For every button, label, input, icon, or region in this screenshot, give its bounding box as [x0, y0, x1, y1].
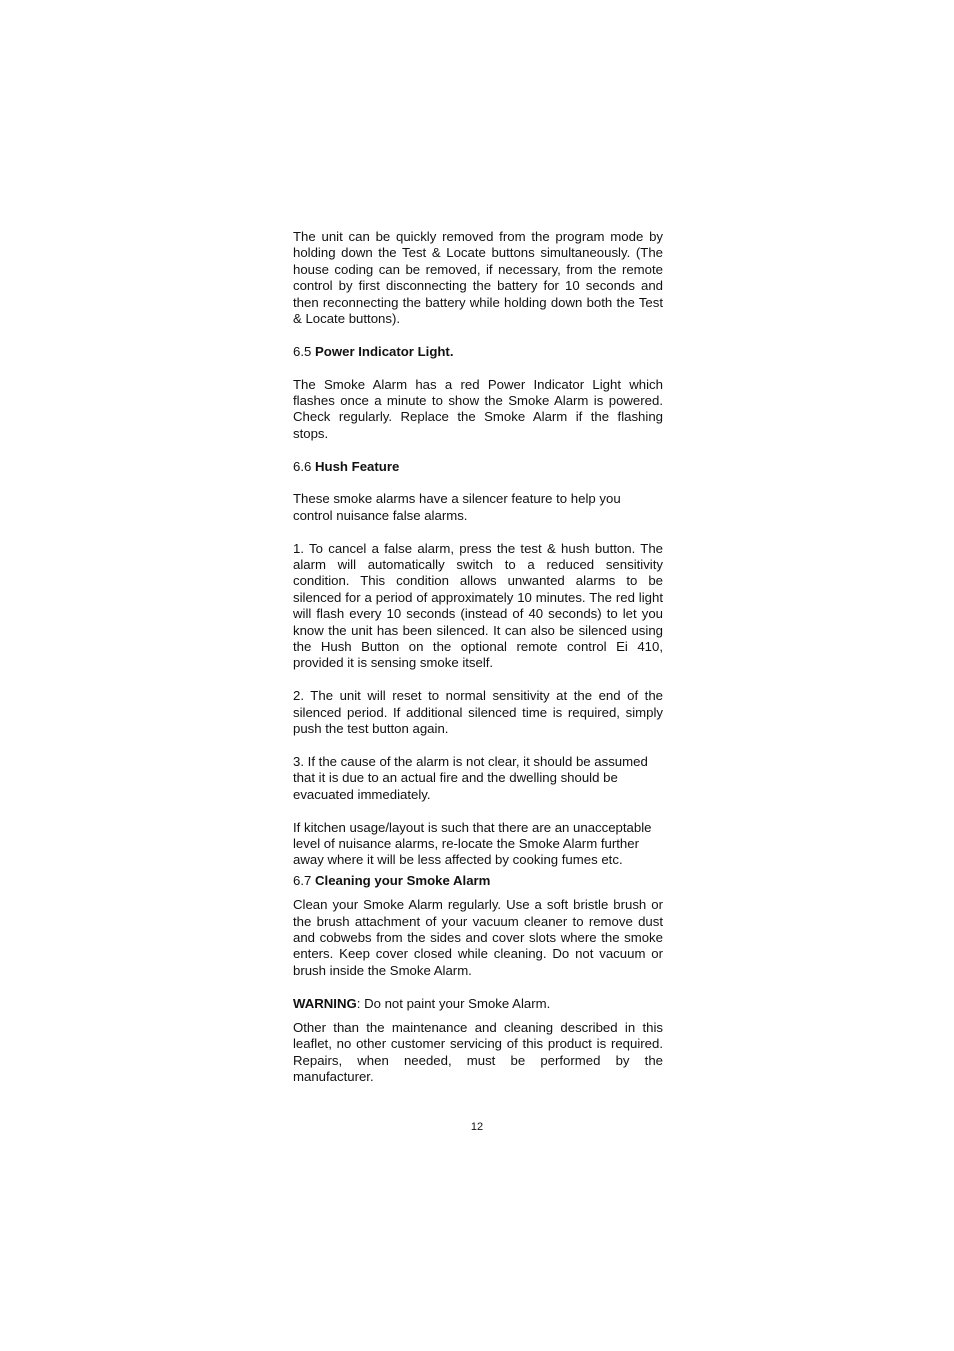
page-number: 12 — [470, 1121, 484, 1133]
section-number: 6.6 — [293, 458, 312, 474]
section-title: Power Indicator Light. — [315, 343, 454, 359]
hush-step-2: 2. The unit will reset to normal sensitivity at the end of the silenced period. If additional silenced time is required, simply push the test button again. — [293, 688, 663, 737]
kitchen-note-paragraph: If kitchen usage/layout is such that there are an unacceptable level of nuisance alarms, re-locate the Smoke Alarm further away where it will be less affected by cooking fumes etc. — [293, 819, 652, 868]
section-6-6-heading — [293, 459, 663, 475]
servicing-paragraph: Other than the maintenance and cleaning described in this leaflet, no other customer servicing of this product is required. Repairs, when needed, must be performed by the manufacturer. — [293, 1019, 663, 1085]
section-number: 6.5 — [293, 343, 312, 359]
hush-step-3: 3. If the cause of the alarm is not clear, it should be assumed that it is due to an actual fire and the dwelling should be evacuated immediately. — [293, 753, 648, 802]
cleaning-paragraph: Clean your Smoke Alarm regularly. Use a soft bristle brush or the brush attachment of your vacuum cleaner to remove dust and cobwebs from the sides and cover slots where the smoke enters. Keep cover closed while cleaning. Do not vacuum or brush inside the Smoke Alarm. — [293, 897, 663, 978]
warning-text: : Do not paint your Smoke Alarm. — [356, 995, 551, 1011]
program-mode-paragraph: The unit can be quickly removed from the program mode by holding down the Test & Locate buttons simultaneously. (The house coding can be removed, if necessary, from the remote control by first disconnecting the battery for 10 seconds and then reconnecting the battery while holding down both the Test & Locate buttons). — [293, 229, 663, 327]
section-title: Cleaning your Smoke Alarm — [315, 872, 491, 888]
warning-paragraph — [293, 996, 663, 1012]
section-title: Hush Feature — [315, 458, 400, 474]
hush-intro-paragraph: These smoke alarms have a silencer feature to help you control nuisance false alarms. — [293, 491, 621, 523]
power-indicator-paragraph: The Smoke Alarm has a red Power Indicator Light which flashes once a minute to show the Smoke Alarm is powered. Check regularly. Replace the Smoke Alarm if the flashing stops. — [293, 376, 663, 441]
page-content — [293, 229, 663, 1102]
warning-label: WARNING — [293, 995, 357, 1011]
section-6-7-heading — [293, 873, 663, 889]
section-number: 6.7 — [293, 872, 312, 888]
hush-step-1: 1. To cancel a false alarm, press the test & hush button. The alarm will automatically switch to a reduced sensitivity condition. This condition allows unwanted alarms to be silenced for a period of approximately 10 minutes. The red light will flash every 10 seconds (instead of 40 seconds) to let you know the unit has been silenced. It can also be silenced using the Hush Button on the optional remote control Ei 410, provided it is sensing smoke itself. — [293, 540, 663, 671]
section-6-5-heading — [293, 344, 663, 360]
